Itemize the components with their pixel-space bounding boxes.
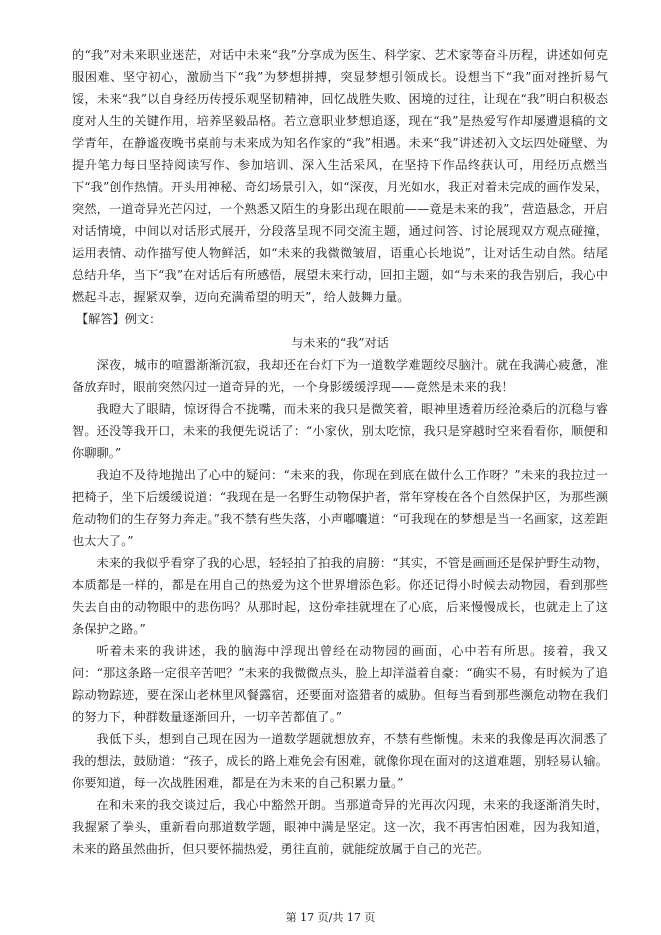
essay-paragraph-3: 我迫不及待地抛出了心中的疑问：“未来的我，你现在到底在做什么工作呀？”未来的我拉过一把椅子，坐下后缓缓说道：“我现在是一名野生动物保护者，常年穿梭在各个自然保护区，为那些濒危动物们的生存努力奔走。”我不禁有些失落，小声嘟囔道：“可我现在的梦想是当一名画家，这差距也太大了。” [72,468,608,548]
essay-paragraph-6: 我低下头，想到自己现在因为一道数学题就想放弃，不禁有些惭愧。未来的我像是再次洞悉了我的想法，鼓励道：“孩子，成长的路上难免会有困难，就像你现在面对的这道难题，别轻易认输。你要知道，每一次战胜困难，都是在为未来的自己积累力量。” [72,732,608,790]
essay-paragraph-7: 在和未来的我交谈过后，我心中豁然开朗。当那道奇异的光再次闪现，未来的我逐渐消失时，我握紧了拳头，重新看向那道数学题，眼神中满是坚定。这一次，我不再害怕困难，因为我知道，未来的路虽然曲折，但只要怀揣热爱，勇往直前，就能绽放属于自己的光芒。 [72,798,608,856]
document-body [72,44,608,860]
analysis-paragraph: 的“我”对未来职业迷茫，对话中未来“我”分享成为医生、科学家、艺术家等奋斗历程，讲述如何克服困难、坚守初心，激励当下“我”为梦想拼搏，突显梦想引领成长。设想当下“我”面对挫折易气馁，未来“我”以自身经历传授乐观坚韧精神，回忆战胜失败、困境的过往，让现在“我”明白积极态度对人生的关键作用，培养坚毅品格。若立意职业梦想追逐，现在“我”是热爱写作却屡遭退稿的文学青年，在静谧夜晚书桌前与未来成为知名作家的“我”相遇。未来“我”讲述初入文坛四处碰壁、为提升笔力每日坚持阅读写作、参加培训、深入生活采风，在坚持下作品终获认可，用经历点燃当下“我”创作热情。开头用神秘、奇幻场景引入，如“深夜，月光如水，我正对着未完成的画作发呆，突然，一道奇异光芒闪过，一个熟悉又陌生的身影出现在眼前——竟是未来的我”，营造悬念，开启对话情境，中间以对话形式展开，分段落呈现不同交流主题，通过问答、讨论展现双方观点碰撞，运用表情、动作描写使人物鲜活，如“未来的我微微皱眉，语重心长地说”，让对话生动自然。结尾总结升华，当下“我”在对话后有所感悟，展望未来行动，回扣主题，如“与未来的我告别后，我心中燃起斗志，握紧双拳，迈向充满希望的明天”，给人鼓舞力量。 [72,48,608,304]
answer-label: 【解答】例文： [76,312,162,326]
essay-title: 与未来的“我”对话 [291,336,389,350]
essay-paragraph-4: 未来的我似乎看穿了我的心思，轻轻拍了拍我的肩膀：“其实，不管是画画还是保护野生动物，本质都是一样的，都是在用自己的热爱为这个世界增添色彩。你还记得小时候去动物园，看到那些失去自由的动物眼中的悲伤吗？从那时起，这份牵挂就埋在了心底，后来慢慢成长，也就走上了这条保护之路。” [72,556,608,636]
essay-paragraph-2: 我瞪大了眼睛，惊讶得合不拢嘴，而未来的我只是微笑着，眼神里透着历经沧桑后的沉稳与睿智。还没等我开口，未来的我便先说话了：“小家伙，别太吃惊，我只是穿越时空来看看你，顺便和你聊聊。” [72,402,608,460]
essay-paragraph-5: 听着未来的我讲述，我的脑海中浮现出曾经在动物园的画面，心中若有所思。接着，我又问：“那这条路一定很辛苦吧？”未来的我微微点头，脸上却洋溢着自豪：“确实不易，有时候为了追踪动物踪迹，要在深山老林里风餐露宿，还要面对盗猎者的威胁。但每当看到那些濒危动物在我们的努力下，种群数量逐渐回升，一切辛苦都值了。” [72,644,608,724]
essay-paragraph-1: 深夜，城市的喧嚣渐渐沉寂，我却还在台灯下为一道数学难题绞尽脑汁。就在我满心疲惫，准备放弃时，眼前突然闪过一道奇异的光，一个身影缓缓浮现——竟然是未来的我！ [72,358,608,394]
page-number-footer: 第 17 页/共 17 页 [285,911,376,924]
